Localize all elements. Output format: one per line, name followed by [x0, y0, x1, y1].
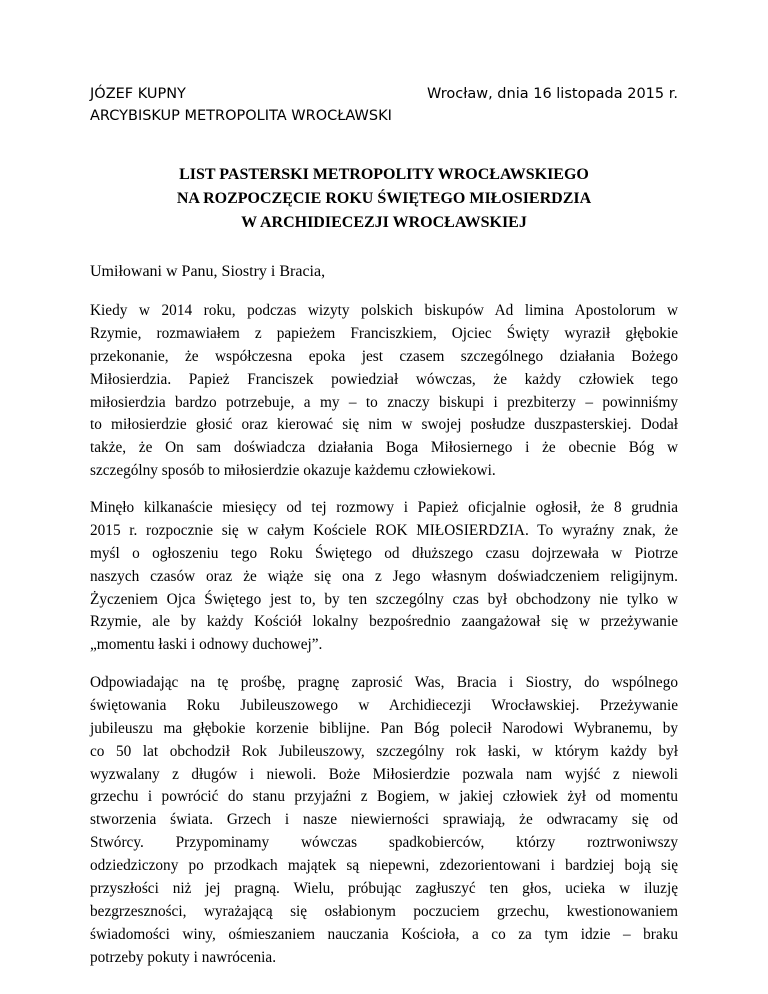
paragraph-line: Minęło kilkanaście miesięcy od tej rozmowy i Papież oficjalnie ogłosił, że 8 grudnia — [90, 499, 678, 516]
paragraph-line: Miłosierdzia. Papież Franciszek powiedział wówczas, że każdy człowiek tego — [90, 370, 678, 388]
paragraph-line: szczególny sposób to miłosierdzie okazuje każdemu człowiekowi. — [90, 462, 496, 480]
author-title: ARCYBISKUP METROPOLITA WROCŁAWSKI — [90, 108, 392, 124]
letter-title — [90, 163, 678, 235]
paragraph-3 — [90, 672, 678, 970]
paragraph-line: miłosierdzia bardzo potrzebuje, a my – to znaczy biskupi i prezbiterzy – powinniśmy — [90, 393, 678, 411]
paragraph-line: bezgrzeszności, wyrażającą się osłabionym poczuciem grzechu, kwestionowaniem — [90, 902, 678, 920]
paragraph-line: 2015 r. rozpocznie się w całym Kościele ROK MIŁOSIERDZIA. To wyraźny znak, że — [90, 521, 678, 539]
place-date: Wrocław, dnia 16 listopada 2015 r. — [427, 86, 678, 102]
paragraph-line: jubileuszu ma głębokie korzenie biblijne. Pan Bóg polecił Narodowi Wybranemu, by — [90, 719, 678, 737]
paragraph-line: Odpowiadając na tę prośbę, pragnę zaprosić Was, Bracia i Siostry, do wspólnego — [90, 674, 678, 691]
paragraph-line: przekonanie, że współczesna epoka jest czasem szczególnego działania Bożego — [90, 347, 678, 365]
paragraph-2 — [90, 497, 678, 657]
paragraph-line: wyzwalany z długów i niewoli. Boże Miłosierdzie pozwala nam wyjść z niewoli — [90, 765, 678, 783]
title-line-2: NA ROZPOCZĘCIE ROKU ŚWIĘTEGO MIŁOSIERDZIA — [176, 190, 592, 207]
author-name: JÓZEF KUPNY — [90, 86, 186, 102]
paragraph-line: co 50 lat obchodził Rok Jubileuszowy, szczególny rok łaski, w którym każdy był — [90, 742, 678, 760]
paragraph-line: świętowania Roku Jubileuszowego w Archidiecezji Wrocławskiej. Przeżywanie — [90, 696, 678, 714]
letter-header — [90, 86, 678, 108]
paragraph-line: także, że On sam doświadcza działania Boga Miłosiernego i że obecnie Bóg w — [90, 439, 678, 457]
greeting: Umiłowani w Panu, Siostry i Bracia, — [90, 263, 326, 280]
paragraph-line: odziedziczony po przodkach majątek są niepewni, zdezorientowani i bardziej boją się — [90, 857, 678, 875]
title-line-1: LIST PASTERSKI METROPOLITY WROCŁAWSKIEGO — [179, 166, 589, 183]
paragraph-line: stworzenia świata. Grzech i nasze niewierności sprawiają, że odwracamy się od — [90, 811, 678, 829]
paragraph-line: myśl o ogłoszeniu tego Roku Świętego od dłuższego czasu dojrzewała w Piotrze — [90, 544, 678, 562]
paragraph-line: naszych czasów oraz że wiąże się ona z Jego własnym doświadczeniem religijnym. — [90, 567, 678, 585]
paragraph-line: Kiedy w 2014 roku, podczas wizyty polskich biskupów Ad limina Apostolorum w — [90, 302, 678, 319]
paragraph-line: świadomości winy, ośmieszaniem nauczania Kościoła, a co za tym idzie – braku — [90, 925, 678, 943]
paragraph-line: Rzymie, ale by każdy Kościół lokalny bezpośrednio zaangażował się w przeżywanie — [90, 613, 678, 631]
paragraph-1 — [90, 300, 678, 483]
paragraph-line: przyszłości niż jej pragną. Wielu, próbując zagłuszyć ten głos, ucieka w iluzję — [90, 880, 678, 898]
paragraph-line: Stwórcy. Przypominamy wówczas spadkobierców, którzy roztrwoniwszy — [90, 834, 678, 852]
paragraph-line: potrzeby pokuty i nawrócenia. — [90, 948, 277, 966]
paragraph-line: to miłosierdzie głosić oraz kierować się nim w swojej posłudze duszpasterskiej. Dodał — [90, 416, 678, 434]
paragraph-line: „momentu łaski i odnowy duchowej”. — [90, 636, 323, 654]
title-line-3: W ARCHIDIECEZJI WROCŁAWSKIEJ — [241, 214, 527, 231]
paragraph-line: Życzeniem Ojca Świętego jest to, by ten szczególny czas był obchodzony nie tylko w — [90, 590, 678, 608]
paragraph-line: Rzymie, rozmawiałem z papieżem Franciszkiem, Ojciec Święty wyraził głębokie — [90, 324, 678, 342]
paragraph-line: grzechu i powrócić do stanu przyjaźni z Bogiem, w jakiej człowiek żył od momentu — [90, 788, 678, 806]
